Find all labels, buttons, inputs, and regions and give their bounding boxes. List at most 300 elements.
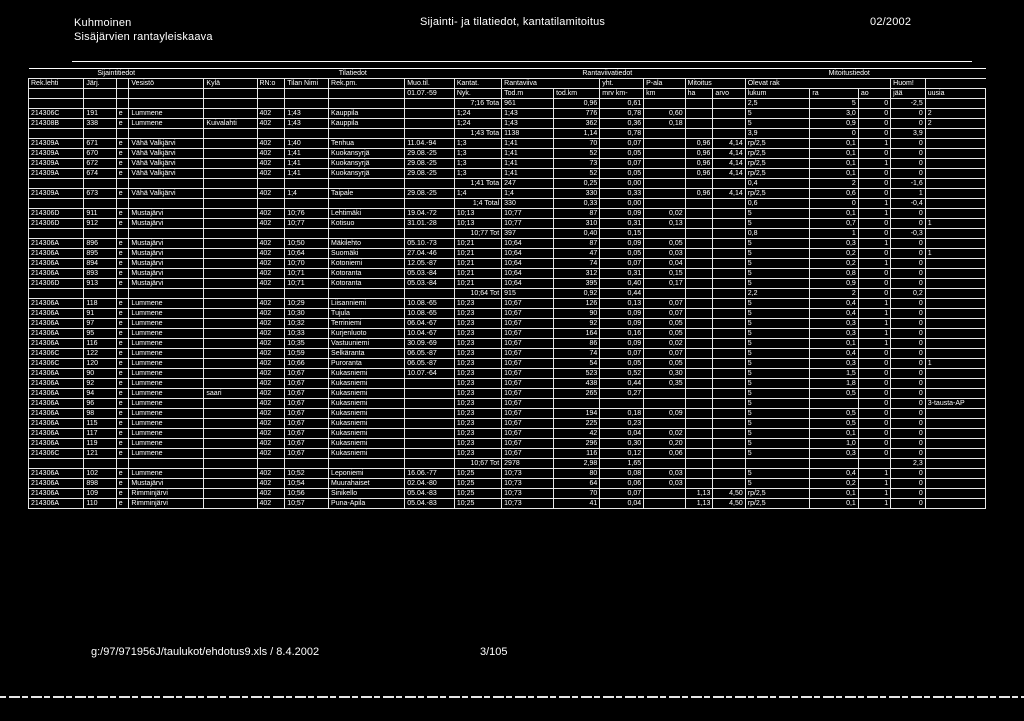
table-cell: 10;67 — [502, 309, 554, 319]
table-cell: 402 — [257, 479, 285, 489]
table-cell: 1;41 — [285, 169, 329, 179]
table-cell — [204, 359, 257, 369]
table-cell: 120 — [84, 359, 116, 369]
table-cell — [204, 109, 257, 119]
table-cell — [713, 339, 745, 349]
table-cell: 0,1 — [810, 209, 858, 219]
table-cell — [925, 459, 985, 469]
table-cell: 5 — [745, 329, 810, 339]
table-cell: 0 — [891, 419, 926, 429]
table-cell: 0,2 — [891, 289, 926, 299]
table-cell: 896 — [84, 239, 116, 249]
table-cell — [405, 129, 455, 139]
table-cell: e — [116, 239, 129, 249]
table-cell: 1 — [858, 209, 890, 219]
table-row — [29, 489, 986, 499]
table-cell: 10.07.-64 — [405, 369, 455, 379]
table-cell: 1 — [810, 229, 858, 239]
table-cell: 214306A — [29, 379, 84, 389]
subcolumn-header: Tod.m — [502, 89, 554, 99]
table-cell — [685, 319, 713, 329]
table-cell: e — [116, 429, 129, 439]
table-cell: 0,40 — [554, 229, 600, 239]
table-cell — [285, 199, 329, 209]
table-cell: Kauppila — [329, 119, 405, 129]
table-cell: 10;33 — [285, 329, 329, 339]
table-cell: 0 — [891, 479, 926, 489]
table-cell — [685, 459, 713, 469]
table-cell: Vastuuniemi — [329, 339, 405, 349]
table-cell: 3,9 — [745, 129, 810, 139]
subcolumn-header: mrv km- — [600, 89, 644, 99]
group-rantaviivatiedot: Rantaviivatiedot — [502, 69, 713, 79]
table-cell: 0 — [858, 289, 890, 299]
table-cell: 0 — [891, 259, 926, 269]
table-cell: 2 — [810, 179, 858, 189]
table-cell: 06.04.-67 — [405, 319, 455, 329]
table-cell: 0,05 — [644, 319, 686, 329]
table-cell: Mustajärvi — [129, 249, 204, 259]
column-header: Järj. — [84, 79, 116, 89]
subcolumn-header — [257, 89, 285, 99]
table-cell: Lummene — [129, 299, 204, 309]
table-cell: 10;23 — [454, 309, 501, 319]
table-cell: 0,9 — [810, 119, 858, 129]
table-cell — [925, 199, 985, 209]
table-cell — [329, 199, 405, 209]
table-cell: 5 — [745, 279, 810, 289]
table-cell — [204, 249, 257, 259]
table-cell: 1;41 — [285, 159, 329, 169]
table-cell — [810, 459, 858, 469]
table-cell: rp/2,5 — [745, 169, 810, 179]
table-cell — [204, 199, 257, 209]
table-cell — [129, 289, 204, 299]
table-cell — [204, 299, 257, 309]
table-cell: 0,1 — [810, 489, 858, 499]
table-cell: 1;24 — [454, 119, 501, 129]
table-cell: 0,1 — [810, 499, 858, 509]
table-cell: 5 — [745, 249, 810, 259]
table-cell: Kuokansyrjä — [329, 159, 405, 169]
table-cell — [925, 299, 985, 309]
table-cell: 0,00 — [600, 199, 644, 209]
table-cell — [204, 319, 257, 329]
table-cell: 1;41 — [502, 149, 554, 159]
table-cell: 402 — [257, 419, 285, 429]
table-row — [29, 449, 986, 459]
table-cell — [685, 329, 713, 339]
table-cell: 41 — [554, 499, 600, 509]
table-cell — [204, 439, 257, 449]
table-row — [29, 399, 986, 409]
table-cell: Lummene — [129, 429, 204, 439]
table-cell — [925, 419, 985, 429]
table-cell: 402 — [257, 149, 285, 159]
subcolumn-header — [285, 89, 329, 99]
table-cell: e — [116, 109, 129, 119]
table-cell: 0,05 — [600, 149, 644, 159]
table-cell: e — [116, 339, 129, 349]
table-cell — [925, 499, 985, 509]
plan-name: Sisäjärvien rantayleiskaava — [74, 31, 213, 43]
table-cell: e — [116, 439, 129, 449]
table-cell: Kauppila — [329, 109, 405, 119]
table-cell: 913 — [84, 279, 116, 289]
table-cell: 98 — [84, 409, 116, 419]
table-cell: 0,1 — [810, 169, 858, 179]
table-cell — [204, 279, 257, 289]
table-cell: 1;43 Tota — [454, 129, 501, 139]
table-cell — [116, 229, 129, 239]
table-cell: Muurahaiset — [329, 479, 405, 489]
table-cell: 402 — [257, 499, 285, 509]
table-cell — [685, 429, 713, 439]
table-cell: 214306A — [29, 429, 84, 439]
table-cell — [685, 469, 713, 479]
subcolumn-header — [29, 89, 84, 99]
table-cell: e — [116, 419, 129, 429]
column-header-row — [29, 79, 986, 89]
table-cell — [405, 429, 455, 439]
table-cell: 5 — [745, 319, 810, 329]
table-cell — [204, 429, 257, 439]
table-cell: Kotoranta — [329, 279, 405, 289]
table-cell: 1 — [858, 159, 890, 169]
table-cell — [685, 439, 713, 449]
table-cell: 0 — [858, 399, 890, 409]
table-cell: 5 — [745, 299, 810, 309]
table-row — [29, 299, 986, 309]
table-cell — [129, 99, 204, 109]
table-cell: 2,2 — [745, 289, 810, 299]
table-cell: 19.04.-72 — [405, 209, 455, 219]
table-cell: 10;23 — [454, 329, 501, 339]
table-cell — [713, 269, 745, 279]
table-cell: 671 — [84, 139, 116, 149]
table-cell: 1 — [858, 199, 890, 209]
table-cell — [257, 129, 285, 139]
table-cell: 0,9 — [810, 279, 858, 289]
column-header: RN:o — [257, 79, 285, 89]
table-cell — [713, 349, 745, 359]
table-cell: 0,36 — [600, 119, 644, 129]
table-cell: 214306C — [29, 359, 84, 369]
table-cell: 0,07 — [600, 349, 644, 359]
table-cell: 402 — [257, 399, 285, 409]
table-cell: 0,23 — [600, 419, 644, 429]
table-cell: 54 — [554, 359, 600, 369]
table-cell: 06.05.-87 — [405, 349, 455, 359]
table-cell — [925, 479, 985, 489]
table-cell: 0 — [810, 199, 858, 209]
table-row — [29, 359, 986, 369]
table-cell: 0,1 — [810, 339, 858, 349]
table-cell: Kukasniemi — [329, 409, 405, 419]
table-cell: 961 — [502, 99, 554, 109]
table-cell — [644, 419, 686, 429]
table-cell: 97 — [84, 319, 116, 329]
table-cell — [713, 309, 745, 319]
table-cell: 0,02 — [644, 209, 686, 219]
table-row — [29, 169, 986, 179]
table-cell — [685, 409, 713, 419]
table-cell: 10;67 — [285, 379, 329, 389]
table-cell: 11.04.-94 — [405, 139, 455, 149]
table-cell — [713, 469, 745, 479]
table-cell: 1 — [858, 309, 890, 319]
table-cell: 0,1 — [810, 149, 858, 159]
subcolumn-header: 01.07.-59 — [405, 89, 455, 99]
table-cell: 214306A — [29, 339, 84, 349]
table-cell: 0,07 — [644, 309, 686, 319]
table-cell — [329, 459, 405, 469]
table-cell: 10;67 — [502, 389, 554, 399]
table-cell: 52 — [554, 169, 600, 179]
table-cell: Kuokansyrjä — [329, 149, 405, 159]
table-cell: 911 — [84, 209, 116, 219]
table-cell: 1 — [858, 469, 890, 479]
table-cell — [204, 149, 257, 159]
table-cell: 0,12 — [600, 449, 644, 459]
table-cell: Mäkilehto — [329, 239, 405, 249]
table-cell: 0 — [858, 279, 890, 289]
table-cell: e — [116, 329, 129, 339]
table-cell — [405, 389, 455, 399]
table-cell — [925, 269, 985, 279]
table-cell: 0 — [858, 369, 890, 379]
table-cell — [713, 239, 745, 249]
table-cell — [925, 149, 985, 159]
table-cell: 109 — [84, 489, 116, 499]
table-cell — [925, 339, 985, 349]
table-cell: Mustajärvi — [129, 269, 204, 279]
table-cell: e — [116, 259, 129, 269]
table-cell: 10;21 — [454, 239, 501, 249]
subtotal-row — [29, 199, 986, 209]
table-cell — [204, 259, 257, 269]
table-cell — [713, 409, 745, 419]
table-cell: e — [116, 299, 129, 309]
table-cell: Lummene — [129, 379, 204, 389]
table-cell — [858, 459, 890, 469]
table-cell: 776 — [554, 109, 600, 119]
table-cell — [925, 389, 985, 399]
table-cell: 2 — [925, 119, 985, 129]
table-row — [29, 389, 986, 399]
table-cell — [713, 289, 745, 299]
table-cell: 70 — [554, 489, 600, 499]
table-cell: Rimminjärvi — [129, 499, 204, 509]
subcolumn-header: uusia — [925, 89, 985, 99]
table-cell: 5 — [745, 339, 810, 349]
table-cell: 0,5 — [810, 389, 858, 399]
table-cell: e — [116, 469, 129, 479]
table-cell — [713, 209, 745, 219]
table-cell: Kotoniemi — [329, 259, 405, 269]
table-row — [29, 159, 986, 169]
table-cell — [129, 179, 204, 189]
group-tilatiedot: Tilatiedot — [204, 69, 502, 79]
table-cell: 90 — [84, 369, 116, 379]
table-cell: 0 — [891, 349, 926, 359]
table-cell: 5 — [745, 219, 810, 229]
table-cell: 29.08.-25 — [405, 159, 455, 169]
table-cell — [116, 289, 129, 299]
table-cell: 164 — [554, 329, 600, 339]
table-cell — [129, 229, 204, 239]
table-cell: 214306A — [29, 399, 84, 409]
group-header-row — [29, 69, 986, 79]
table-cell: 10;67 — [502, 439, 554, 449]
table-cell: 214309A — [29, 139, 84, 149]
table-cell: Kukasniemi — [329, 429, 405, 439]
table-cell: 10;67 — [502, 349, 554, 359]
table-cell: 10;67 — [502, 339, 554, 349]
table-cell: 117 — [84, 429, 116, 439]
table-cell — [257, 99, 285, 109]
table-cell: 214306D — [29, 209, 84, 219]
table-cell — [713, 479, 745, 489]
table-cell — [405, 399, 455, 409]
table-cell: 1;3 — [454, 149, 501, 159]
table-cell — [925, 309, 985, 319]
table-cell — [925, 469, 985, 479]
column-header: yht. — [600, 79, 644, 89]
table-cell: 0,09 — [600, 209, 644, 219]
table-cell — [685, 99, 713, 109]
table-cell: 10;67 — [285, 389, 329, 399]
table-row — [29, 279, 986, 289]
table-cell — [925, 409, 985, 419]
table-cell — [713, 199, 745, 209]
table-cell: 214306A — [29, 419, 84, 429]
table-cell: Liisanniemi — [329, 299, 405, 309]
table-cell — [204, 479, 257, 489]
table-cell: 0,07 — [600, 489, 644, 499]
table-cell: 10;66 — [285, 359, 329, 369]
table-cell: 10;64 — [502, 249, 554, 259]
table-cell: 402 — [257, 469, 285, 479]
table-cell: 402 — [257, 329, 285, 339]
table-cell: 10;64 — [502, 259, 554, 269]
table-cell: 214309A — [29, 159, 84, 169]
table-cell — [204, 409, 257, 419]
table-cell: 10;67 — [502, 369, 554, 379]
table-cell: 05.10.-73 — [405, 239, 455, 249]
table-cell — [116, 199, 129, 209]
table-cell: 0 — [858, 409, 890, 419]
table-cell: 0 — [858, 269, 890, 279]
table-cell — [713, 229, 745, 239]
table-cell: 402 — [257, 409, 285, 419]
table-row — [29, 439, 986, 449]
table-cell: 5 — [745, 389, 810, 399]
table-cell — [925, 379, 985, 389]
table-cell — [204, 169, 257, 179]
table-cell — [285, 179, 329, 189]
table-cell: 0 — [891, 409, 926, 419]
group-mitoitustiedot: Mitoitustiedot — [713, 69, 986, 79]
table-cell: 27.04.-46 — [405, 249, 455, 259]
table-cell: 10;73 — [502, 499, 554, 509]
table-cell: 10;23 — [454, 449, 501, 459]
table-cell: 10;67 — [502, 359, 554, 369]
table-cell: e — [116, 409, 129, 419]
table-cell: 10;77 Tot — [454, 229, 501, 239]
table-cell — [685, 359, 713, 369]
table-cell: Lummene — [129, 369, 204, 379]
table-cell: Suomäki — [329, 249, 405, 259]
table-cell — [925, 259, 985, 269]
table-cell: Lummene — [129, 399, 204, 409]
table-cell — [405, 439, 455, 449]
table-cell: 10;67 — [285, 429, 329, 439]
table-cell: 0 — [858, 349, 890, 359]
table-cell: 402 — [257, 319, 285, 329]
table-cell: 0 — [858, 379, 890, 389]
table-cell: e — [116, 279, 129, 289]
table-cell — [644, 459, 686, 469]
table-cell: 0 — [891, 159, 926, 169]
table-cell — [685, 109, 713, 119]
table-cell — [204, 159, 257, 169]
table-cell — [204, 339, 257, 349]
table-cell: 4,14 — [713, 149, 745, 159]
table-cell — [204, 349, 257, 359]
table-cell: 402 — [257, 139, 285, 149]
table-cell: 74 — [554, 349, 600, 359]
table-row — [29, 119, 986, 129]
table-row — [29, 339, 986, 349]
table-cell: 10;67 — [502, 419, 554, 429]
table-cell: 4,50 — [713, 489, 745, 499]
table-cell: 10.08.-65 — [405, 309, 455, 319]
table-cell — [713, 99, 745, 109]
table-cell — [713, 219, 745, 229]
table-cell: Terriniemi — [329, 319, 405, 329]
table-cell — [644, 399, 686, 409]
table-cell: 0 — [891, 339, 926, 349]
table-cell: 0,05 — [600, 249, 644, 259]
table-cell: e — [116, 319, 129, 329]
table-cell: 0,04 — [600, 499, 644, 509]
table-cell: 214306A — [29, 439, 84, 449]
table-cell: 29.08.-25 — [405, 149, 455, 159]
table-cell — [84, 199, 116, 209]
table-cell: 10;73 — [502, 469, 554, 479]
table-cell: Lummene — [129, 119, 204, 129]
table-cell: 10;13 — [454, 219, 501, 229]
table-cell: Puroranta — [329, 359, 405, 369]
table-cell — [257, 179, 285, 189]
table-cell: 0 — [810, 129, 858, 139]
column-header: Muo.til. — [405, 79, 455, 89]
table-cell — [713, 399, 745, 409]
table-cell: 0,4 — [810, 309, 858, 319]
table-cell: Lehtimäki — [329, 209, 405, 219]
table-cell: 0 — [891, 279, 926, 289]
table-cell: 10;23 — [454, 369, 501, 379]
table-row — [29, 379, 986, 389]
table-cell: 402 — [257, 339, 285, 349]
table-cell: 0,31 — [600, 269, 644, 279]
table-cell: Tenhua — [329, 139, 405, 149]
table-cell: 10;77 — [502, 209, 554, 219]
table-cell — [685, 179, 713, 189]
table-cell: 02.04.-80 — [405, 479, 455, 489]
table-cell — [685, 309, 713, 319]
